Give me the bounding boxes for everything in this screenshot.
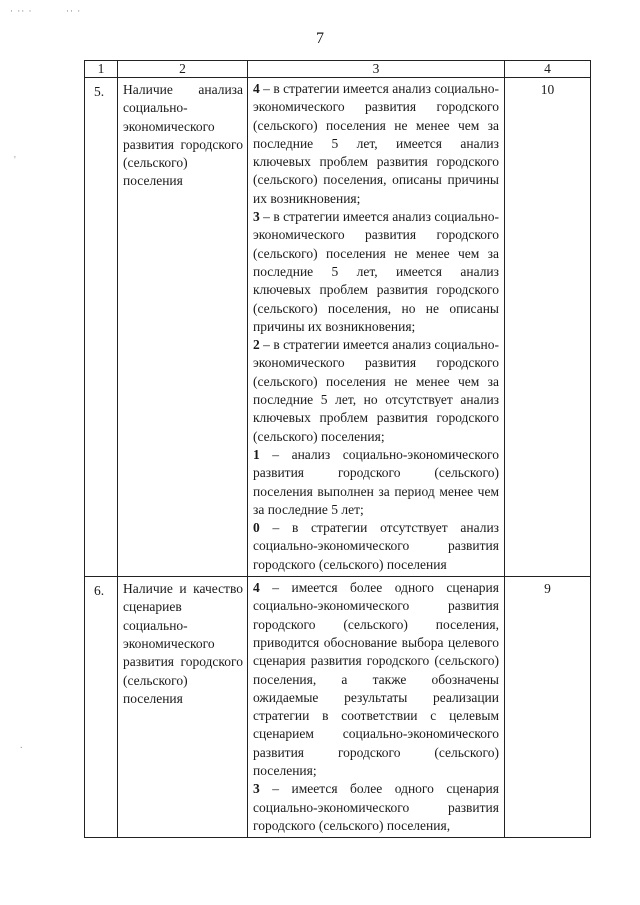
level-item <box>253 208 499 336</box>
table-row <box>85 78 591 577</box>
scan-artifact-mark: ·· · <box>66 6 82 16</box>
criterion-name: Наличие и качество сценариев социально-экономического развития городского (сельского) поселения <box>118 577 248 838</box>
column-header: 2 <box>118 61 248 78</box>
level-item <box>253 446 499 519</box>
level-text: – в стратегии имеется анализ социально-экономического развития городского (сельского) поселения не менее чем за последние 5 лет, но отсутствует анализ ключевых проблем развития городского (сельского) поселения; <box>253 337 499 444</box>
level-score: 3 <box>253 209 260 225</box>
level-text: – в стратегии отсутствует анализ социально-экономического развития городского (сельского) поселения <box>253 520 499 572</box>
table-header-row <box>85 61 591 78</box>
level-text: – в стратегии имеется анализ социально-экономического развития городского (сельского) поселения не менее чем за последние 5 лет, имеется анализ ключевых проблем развития городского (сельского) поселения, но не описаны причины их возникновения; <box>253 209 499 334</box>
column-header: 1 <box>85 61 118 78</box>
scan-artifact-mark: . <box>20 740 23 751</box>
level-item <box>253 336 499 446</box>
level-item <box>253 80 499 208</box>
level-item <box>253 519 499 574</box>
level-score: 1 <box>253 446 260 462</box>
table-row <box>85 577 591 838</box>
row-number: 5. <box>85 78 118 577</box>
level-text: – имеется более одного сценария социально-экономического развития городского (сельского) поселения, <box>253 781 499 833</box>
level-item <box>253 780 499 835</box>
level-score: 2 <box>253 337 260 353</box>
level-score: 4 <box>253 580 260 596</box>
level-text: – в стратегии имеется анализ социально-экономического развития городского (сельского) поселения не менее чем за последние 5 лет, имеется анализ ключевых проблем развития городского (сельского) поселения, описаны причины их возникновения; <box>253 81 499 206</box>
page-number: 7 <box>316 30 324 47</box>
level-score: 4 <box>253 81 260 96</box>
criterion-levels <box>248 78 505 577</box>
level-item <box>253 579 499 780</box>
criterion-name: Наличие анализа социально-экономического развития городского (сельского) поселения <box>118 78 248 577</box>
level-text: – имеется более одного сценария социально-экономического развития городского (сельского) поселения, приводится обоснование выбора целевого сценария развития городского (сельского) поселения, а также обозначены ожидаемые результаты реализации стратегии в соответствии с целевым сценарием социально-экономического развития городского (сельского) поселения; <box>253 580 499 778</box>
level-score: 3 <box>253 781 260 797</box>
row-number: 6. <box>85 577 118 838</box>
column-header: 4 <box>505 61 591 78</box>
level-score: 0 <box>253 520 260 536</box>
criterion-levels <box>248 577 505 838</box>
max-score: 10 <box>505 78 591 577</box>
criteria-table <box>84 60 591 838</box>
max-score: 9 <box>505 577 591 838</box>
scan-artifact-mark: ' <box>14 155 16 166</box>
level-text: – анализ социально-экономического развития городского (сельского) поселения выполнен за период менее чем за последние 5 лет; <box>253 446 499 517</box>
scan-artifact-mark: · ·· · <box>10 6 33 16</box>
column-header: 3 <box>248 61 505 78</box>
